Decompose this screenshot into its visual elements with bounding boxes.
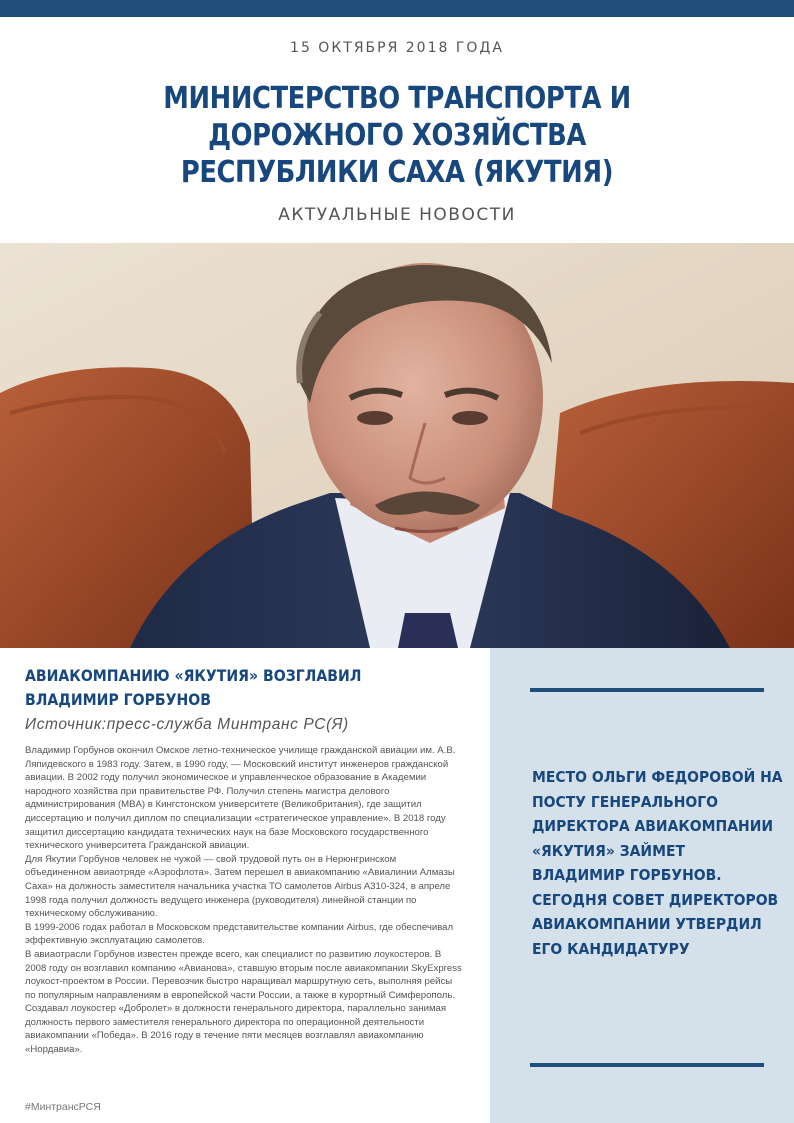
section-subtitle: АКТУАЛЬНЫЕ НОВОСТИ (278, 205, 516, 225)
article-title (25, 664, 421, 712)
ministry-title (159, 80, 635, 191)
hashtag[interactable]: #МинтрансРСЯ (25, 1101, 101, 1113)
article-title-line: АВИАКОМПАНИЮ «ЯКУТИЯ» ВОЗГЛАВИЛ (25, 666, 362, 685)
sidebar-quote-line: СЕГОДНЯ СОВЕТ ДИРЕКТОРОВ (532, 890, 779, 909)
sidebar-quote-line: МЕСТО ОЛЬГИ ФЕДОРОВОЙ НА (532, 768, 783, 786)
sidebar-top-rule (530, 688, 764, 692)
article-body (25, 744, 463, 1057)
sidebar-quote-line: АВИАКОМПАНИИ УТВЕРДИЛ (532, 915, 762, 933)
sidebar-quote-line: ПОСТУ ГЕНЕРАЛЬНОГО (532, 792, 719, 811)
portrait-photo (0, 243, 794, 648)
publication-date: 15 ОКТЯБРЯ 2018 ГОДА (290, 40, 504, 56)
sidebar-quote-line: ВЛАДИМИР ГОРБУНОВ. (532, 866, 722, 884)
article-paragraph: Создавал лоукостер «Добролет» в должности генерального директора, параллельно занимая должность первого заместителя генерального директора по операционной деятельности авиакомпании «Победа». В 2016 году в течение пяти месяцев возглавлял авиакомпанию «Нордавиа». (25, 1003, 447, 1056)
sidebar-bottom-rule (530, 1063, 764, 1067)
top-accent-bar (0, 0, 794, 17)
ministry-title-line: МИНИСТЕРСТВО ТРАНСПОРТА И (163, 81, 631, 116)
ministry-title-line: РЕСПУБЛИКИ САХА (ЯКУТИЯ) (180, 155, 614, 190)
article-paragraph: Владимир Горбунов окончил Омское летно-техническое училище гражданской авиации им. А.В. Ляпидевского в 1983 году. Затем, в 1990 году, — Московский институт инженеров гражданской авиации. В 2002 году получил экономическое и управленческое образование в Академии народного хозяйства при правительстве РФ. Получил степень магистра делового администрирования (MBA) в Кингстонском университете (Великобритания), где защитил диссертацию и получил диплом по специализации «стратегическое управление». В 2018 году защитил диссертацию кандидата технических наук на базе Московского государственного технического университета Гражданской авиации. (25, 745, 456, 852)
article-paragraph: В авиаотрасли Горбунов известен прежде всего, как специалист по развитию лоукостеров. В 2008 году он возглавил компанию «Авианова», ставшую вторым после авиакомпании SkyExpress лоукост-проектом в России. Перевозчик быстро наращивал маршрутную сеть, выполняя рейсы по популярным направлениям в европейской части России, а также в курортный Симферополь. (25, 948, 462, 1001)
sidebar-quote-line: «ЯКУТИЯ» ЗАЙМЕТ (532, 841, 686, 860)
sidebar-quote-line: ДИРЕКТОРА АВИАКОМПАНИИ (532, 817, 774, 835)
article-source: Источник:пресс-служба Минтранс РС(Я) (25, 716, 349, 733)
sidebar-quote-line: ЕГО КАНДИДАТУРУ (532, 939, 690, 958)
article-title-line: ВЛАДИМИР ГОРБУНОВ (25, 690, 211, 709)
ministry-title-line: ДОРОЖНОГО ХОЗЯЙСТВА (208, 118, 586, 153)
sidebar-quote (532, 765, 783, 961)
article-paragraph: В 1999-2006 годах работал в Московском представительстве компании Airbus, где обеспечивал эффективную эксплуатацию самолетов. (25, 921, 454, 947)
article-paragraph: Для Якутии Горбунов человек не чужой — свой трудовой путь он в Нерюнгринском объединенном авиаотряде «Аэрофлота». Затем перешел в авиакомпанию «Авиалинии Алмазы Саха» на должность заместителя начальника участка ТО самолетов Airbus A310-324, в апреле 1998 года получил должность ведущего инженера (руководителя) линейной станции по техническому обслуживанию. (25, 853, 455, 920)
